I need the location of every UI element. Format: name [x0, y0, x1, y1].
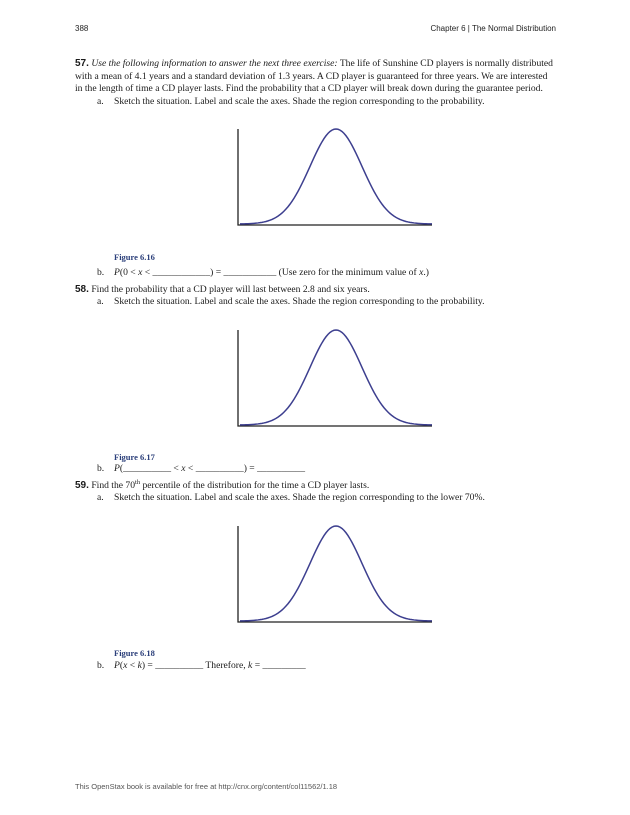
- normal-curve-figure-16: [236, 125, 434, 229]
- question-58-part-b: b. P(__________ < x < __________) = __________: [97, 463, 306, 474]
- question-57: [75, 58, 557, 96]
- chapter-title: Chapter 6 | The Normal Distribution: [430, 24, 556, 33]
- normal-curve-figure-18: [236, 522, 434, 626]
- normal-curve: [240, 330, 432, 425]
- figure-caption: Figure 6.17: [114, 452, 155, 462]
- question-58: [75, 284, 557, 297]
- normal-curve: [240, 129, 432, 224]
- question-text: Find the 70th percentile of the distribution for the time a CD player lasts.: [91, 478, 370, 491]
- question-text: The life of Sunshine CD players is normally distributed with a mean of 4.1 years and a standard deviation of 1.3 years. A CD player is guaranteed for three years. We are interested in the length of time a CD player lasts. Find the probability that a CD player will break down during the guarantee period.: [75, 58, 553, 95]
- figure-caption: Figure 6.18: [114, 648, 155, 658]
- footer: This OpenStax book is available for free at http://cnx.org/content/col11562/1.18: [75, 782, 338, 791]
- normal-curve: [240, 526, 432, 621]
- question-instruction: Use the following information to answer the next three exercise:: [91, 58, 338, 69]
- question-number: 59.: [75, 480, 89, 491]
- question-59-part-a: a. Sketch the situation. Label and scale the axes. Shade the region corresponding to the lower 70%.: [97, 492, 485, 503]
- normal-curve-figure-17: [236, 326, 434, 430]
- question-59-part-b: b. P(x < k) = __________ Therefore, k = _________: [97, 660, 306, 671]
- question-number: 58.: [75, 284, 89, 295]
- question-57-part-b: b. P(0 < x < ____________) = ___________ (Use zero for the minimum value of x.): [97, 267, 429, 278]
- question-57-part-a: a. Sketch the situation. Label and scale the axes. Shade the region corresponding to the probability.: [97, 96, 485, 107]
- question-text: Find the probability that a CD player will last between 2.8 and six years.: [91, 284, 370, 295]
- page-number: 388: [75, 24, 89, 33]
- question-59: [75, 480, 557, 493]
- question-number: 57.: [75, 58, 89, 69]
- figure-caption: Figure 6.16: [114, 252, 155, 262]
- question-58-part-a: a. Sketch the situation. Label and scale the axes. Shade the region corresponding to the probability.: [97, 296, 485, 307]
